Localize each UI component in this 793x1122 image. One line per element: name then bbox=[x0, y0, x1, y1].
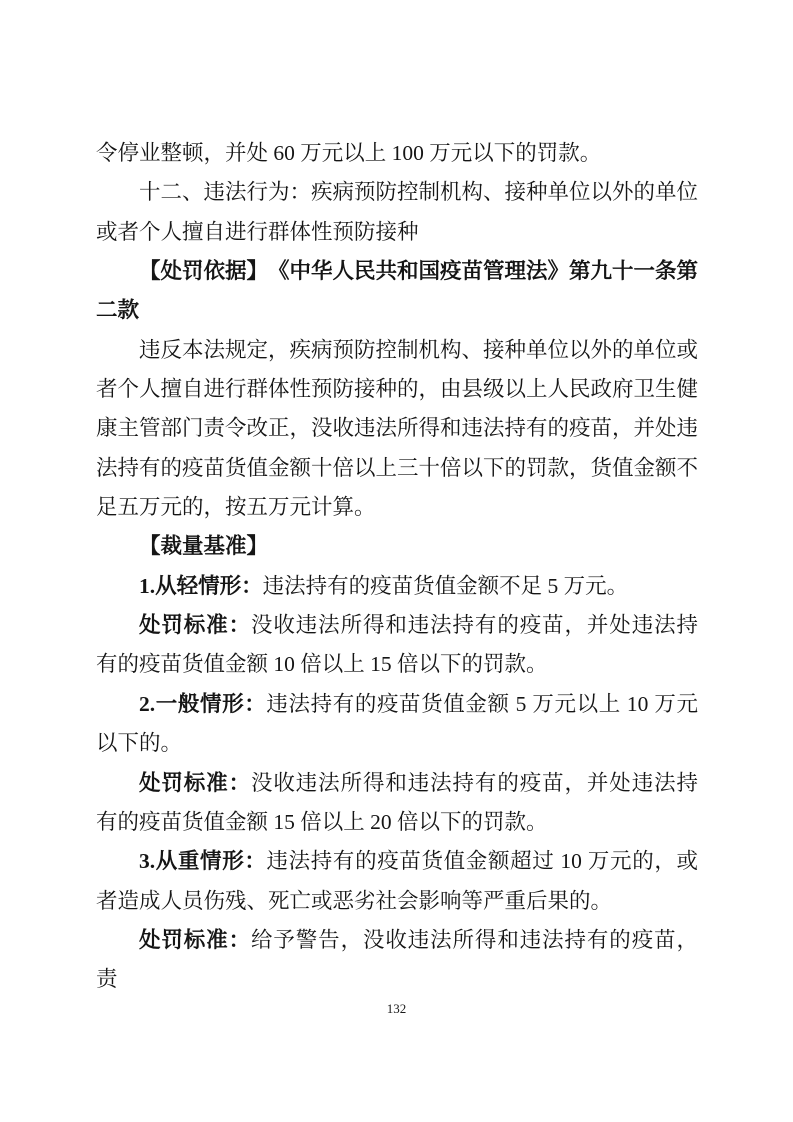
text-segment: 给予警告，没收违法所得和违法持有的疫苗，责 bbox=[96, 927, 698, 992]
paragraph bbox=[96, 764, 698, 843]
text-segment: 违法持有的疫苗货值金额不足 5 万元。 bbox=[262, 573, 629, 598]
page-footer bbox=[0, 999, 793, 1019]
emphasis-label: 处罚标准： bbox=[139, 770, 251, 795]
paragraph bbox=[96, 921, 698, 1000]
paragraph bbox=[96, 173, 698, 252]
emphasis-label: 2.一般情形： bbox=[139, 691, 267, 716]
text-segment: 十二、违法行为：疾病预防控制机构、接种单位以外的单位或者个人擅自进行群体性预防接种 bbox=[96, 180, 699, 244]
emphasis-label: 【裁量基准】 bbox=[139, 534, 269, 559]
text-segment: 违反本法规定，疾病预防控制机构、接种单位以外的单位或者个人擅自进行群体性预防接种的，由县级以上人民政府卫生健康主管部门责令改正，没收违法所得和违法持有的疫苗，并处违法持有的疫苗货值金额十倍以上三十倍以下的罚款，货值金额不足五万元的，按五万元计算。 bbox=[96, 337, 699, 520]
emphasis-label: 处罚标准： bbox=[139, 927, 251, 952]
text-segment: 令停业整顿，并处 60 万元以上 100 万元以下的罚款。 bbox=[96, 141, 602, 165]
emphasis-label: 3.从重情形： bbox=[139, 849, 267, 874]
emphasis-label: 【处罚依据】 《中华人民共和国疫苗管理法》第九十一条第二款 bbox=[96, 259, 699, 323]
text-segment: 没收违法所得和违法持有的疫苗，并处违法持有的疫苗货值金额 15 倍以上 20 倍以下的罚款。 bbox=[96, 770, 698, 834]
paragraph bbox=[96, 567, 698, 606]
paragraph bbox=[96, 252, 698, 331]
emphasis-label: 1.从轻情形： bbox=[139, 573, 263, 598]
paragraph bbox=[96, 527, 698, 566]
text-segment: 没收违法所得和违法持有的疫苗，并处违法持有的疫苗货值金额 10 倍以上 15 倍以下的罚款。 bbox=[96, 613, 698, 677]
text-segment: 违法持有的疫苗货值金额超过 10 万元的，或者造成人员伤残、死亡或恶劣社会影响等严重后果的。 bbox=[96, 849, 698, 913]
emphasis-label: 处罚标准： bbox=[139, 613, 251, 638]
page-number: 132 bbox=[386, 1001, 407, 1016]
paragraph bbox=[96, 685, 698, 764]
paragraph bbox=[96, 606, 698, 685]
paragraph bbox=[96, 331, 698, 528]
document-body bbox=[96, 134, 698, 1000]
paragraph bbox=[96, 842, 698, 921]
text-segment: 违法持有的疫苗货值金额 5 万元以上 10 万元以下的。 bbox=[96, 691, 698, 756]
paragraph bbox=[96, 134, 698, 173]
